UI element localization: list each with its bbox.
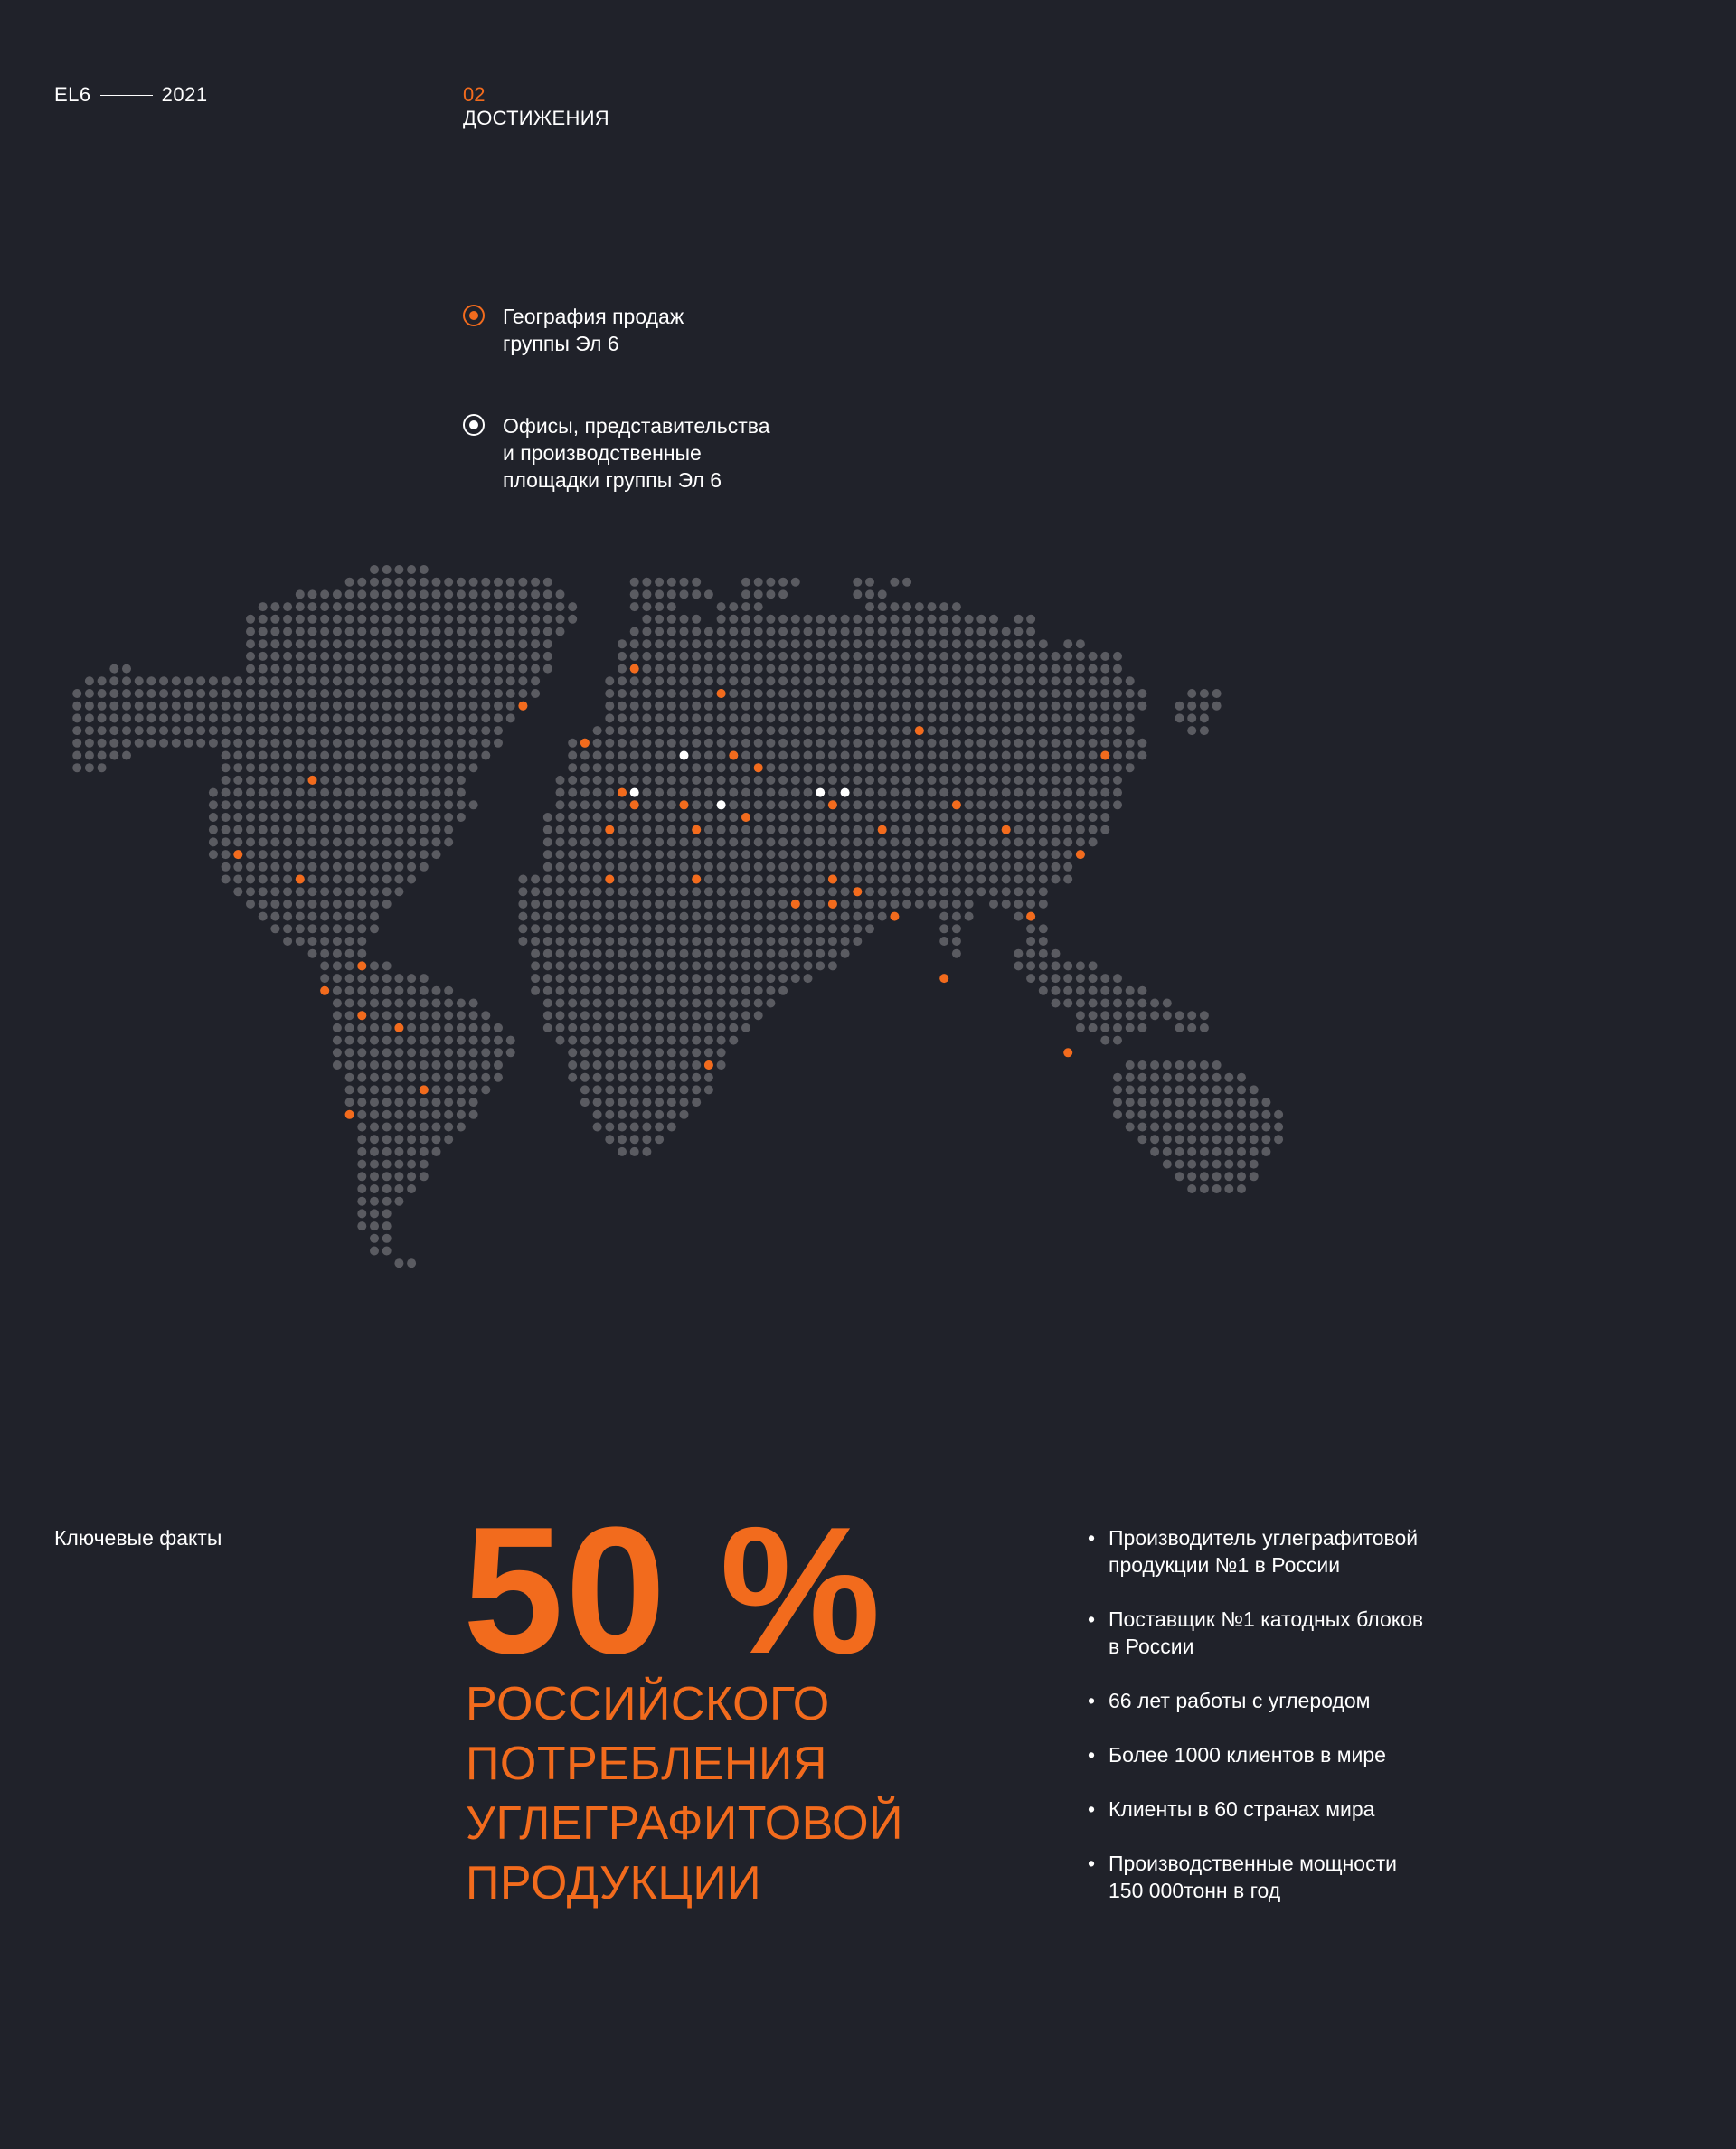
legend-offices-label: Офисы, представительства и производственные площадки группы Эл 6 (503, 414, 770, 492)
big-percent-caption: РОССИЙСКОГО ПОТРЕБЛЕНИЯ УГЛЕГРАФИТОВОЙ ПРОДУКЦИИ (466, 1678, 903, 1909)
sales-location-dot (915, 726, 924, 735)
sales-location-dot (704, 1060, 713, 1070)
sales-location-dot (630, 800, 639, 809)
section-title: ДОСТИЖЕНИЯ (463, 107, 609, 129)
sales-location-dot (357, 961, 366, 970)
sales-location-dot (692, 825, 701, 834)
sales-location-dot (828, 900, 837, 909)
office-location-dot (630, 788, 639, 797)
sales-marker-icon (463, 305, 485, 326)
office-location-dot (841, 788, 850, 797)
sales-location-dot (580, 739, 590, 748)
sales-location-dot (754, 763, 763, 772)
sales-location-dot (296, 875, 305, 884)
office-location-dot (680, 751, 689, 760)
sales-location-dot (729, 751, 738, 760)
sales-location-dot (420, 1085, 429, 1094)
sales-location-dot (630, 664, 639, 674)
sales-location-dot (1100, 751, 1109, 760)
sales-location-dot (1076, 850, 1085, 859)
fact-item: • Клиенты в 60 странах мира (1085, 1796, 1483, 1823)
key-facts-label: Ключевые факты (54, 1526, 222, 1550)
sales-location-dot (308, 776, 317, 785)
section-heading (463, 83, 609, 130)
world-dot-map (0, 542, 1736, 1374)
sales-location-dot (878, 825, 887, 834)
fact-item: • 66 лет работы с углеродом (1085, 1687, 1483, 1714)
sales-location-dot (939, 974, 948, 983)
sales-location-dot (692, 875, 701, 884)
fact-item: • Более 1000 клиентов в мире (1085, 1741, 1483, 1768)
sales-location-dot (1063, 1048, 1072, 1057)
sales-location-dot (791, 900, 800, 909)
sales-location-dot (1026, 912, 1035, 921)
sales-location-dot (890, 912, 899, 921)
legend-sales-label: География продаж группы Эл 6 (503, 305, 684, 355)
fact-item: • Производственные мощности 150 000тонн в год (1085, 1850, 1483, 1904)
sales-location-dot (320, 986, 329, 995)
brand-name: EL6 (54, 83, 91, 106)
sales-location-dot (357, 1011, 366, 1020)
fact-item: • Поставщик №1 катодных блоков в России (1085, 1606, 1483, 1660)
land-dots (72, 565, 1283, 1268)
legend-item-offices (463, 412, 843, 494)
sales-location-dot (680, 800, 689, 809)
map-legend (463, 303, 843, 549)
brand-timeline (54, 83, 208, 107)
sales-location-dot (518, 702, 527, 711)
sales-location-dot (618, 788, 627, 797)
sales-location-dot (1002, 825, 1011, 834)
sales-location-dot (853, 887, 862, 896)
sales-location-dot (605, 825, 614, 834)
office-location-dot (717, 800, 726, 809)
office-marker-icon (463, 414, 485, 436)
sales-location-dot (952, 800, 961, 809)
sales-location-dot (605, 875, 614, 884)
fact-item: • Производитель углеграфитовой продукции №1 в России (1085, 1524, 1483, 1579)
sales-location-dot (741, 813, 750, 822)
section-number: 02 (463, 83, 486, 106)
key-facts-list (1085, 1524, 1483, 1931)
sales-location-dot (345, 1110, 354, 1119)
brand-dash (100, 95, 153, 96)
sales-location-dot (394, 1023, 403, 1032)
brand-year: 2021 (161, 83, 208, 106)
legend-item-sales (463, 303, 843, 357)
office-location-dot (816, 788, 825, 797)
sales-location-dot (717, 689, 726, 698)
sales-location-dot (233, 850, 242, 859)
big-percent-value: 50 % (463, 1490, 882, 1692)
sales-location-dot (828, 875, 837, 884)
sales-location-dot (828, 800, 837, 809)
